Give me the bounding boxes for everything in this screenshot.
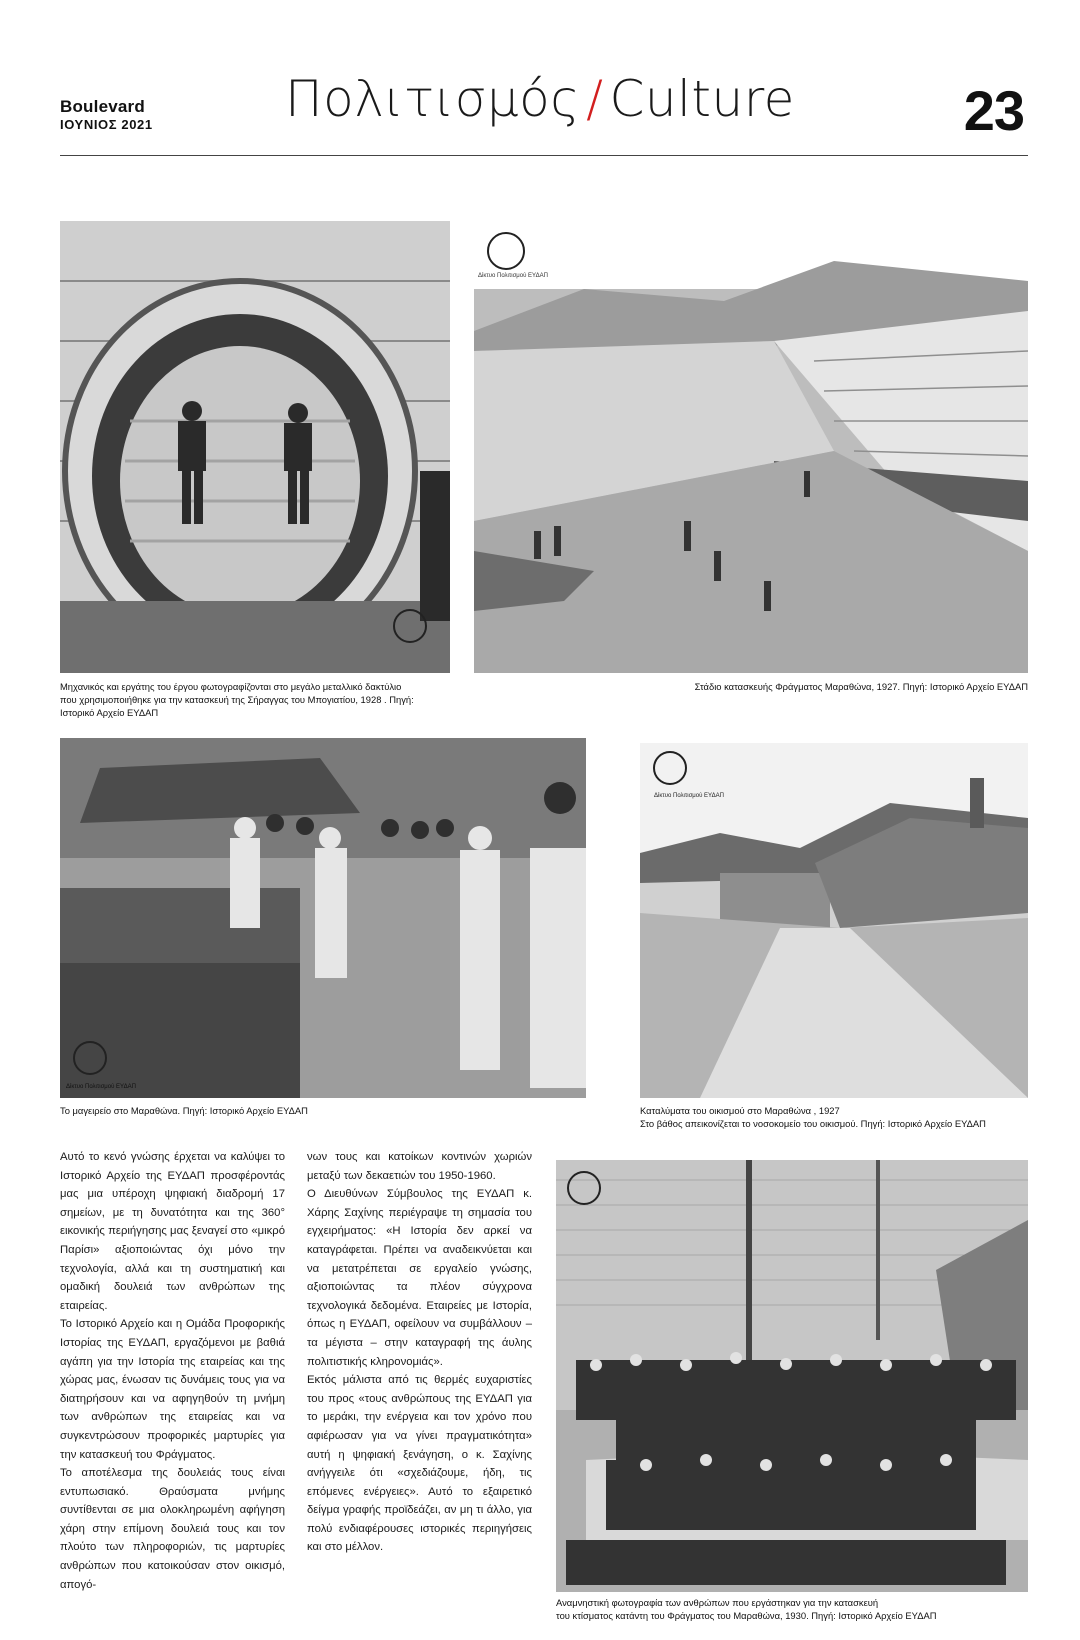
photo-watermark: Δίκτυο Πολιτισμού ΕΥΔΑΠ <box>66 1084 136 1090</box>
section-title-english: Culture <box>609 70 795 128</box>
page-number: 23 <box>963 79 1024 142</box>
article-paragraph: Αυτό το κενό γνώσης έρχεται να καλύψει το Ιστορικό Αρχείο της ΕΥΔΑΠ προσφέροντάς μας μια υπέροχη ψηφιακή διαδρομή 17 σημείων, με τη δυνατότητα και της 360° εικονικής περιήγησης μας ξεναγεί στο «μικρό Παρίσι» αξιοποιώντας όχι μόνο την τεχνολογία, αλλά και τη συστηματική και ομαδική δουλειά των ανθρώπων της εταιρείας. <box>60 1151 285 1312</box>
header-rule <box>60 155 1028 156</box>
article-paragraph: Το Ιστορικό Αρχείο και η Ομάδα Προφορικής Ιστορίας της ΕΥΔΑΠ, εργαζόμενοι με βαθιά αγάπη για την Ιστορία της εταιρείας και της χώρας μας, ένωσαν τις δυνάμεις τους για να διατηρήσουν και να αφηγηθούν τη μνήμη των ανθρώπων της εταιρείας και να συγκεντρώσουν προφορικές μαρτυρίες για την κατασκευή του Φράγματος. <box>60 1318 285 1461</box>
photo-kitchen <box>60 738 586 1098</box>
section-title-greek: Πολιτισμός <box>285 70 581 128</box>
brand-name: Boulevard <box>60 97 145 116</box>
article-paragraph: Εκτός μάλιστα από τις θερμές ευχαριστίες του προς «τους ανθρώπους της ΕΥΔΑΠ για το μεράκι, την ενέργεια και τον χρόνο που αφιέρωσαν για να γίνει πραγματικότητα» αυτή η ψηφιακή ξενάγηση, ο κ. Σαχίνης ανήγγειλε ότι «σχεδιάζουμε, ήδη, τις επόμενες ενέργειες». Αυτό το εξαιρετικό δείγμα γραφής προϊδεάζει, αν μη τι άλλο, για πολύ ενδιαφέρουσες ιστορικές περιηγήσεις και στο μέλλον. <box>307 1374 532 1554</box>
section-title <box>0 70 1080 128</box>
photo-tunnel-ring <box>60 221 450 673</box>
caption-line: Καταλύματα του οικισμού στο Μαραθώνα , 1927 <box>640 1105 840 1116</box>
photo-workers-group <box>556 1160 1028 1592</box>
photo-dam-construction <box>474 221 1028 673</box>
caption-line: Αναμνηστική φωτογραφία των ανθρώπων που εργάστηκαν για την κατασκευή <box>556 1597 879 1608</box>
caption-dam-construction: Στάδιο κατασκευής Φράγματος Μαραθώνα, 1927. Πηγή: Ιστορικό Αρχείο ΕΥΔΑΠ <box>694 681 1028 692</box>
article-column-2 <box>307 1148 532 1557</box>
caption-line: που χρησιμοποιήθηκε για την κατασκευή της Σήραγγας του Μπογιατίου, 1928 . Πηγή: <box>60 694 414 705</box>
caption-line: Μηχανικός και εργάτης του έργου φωτογραφίζονται στο μεγάλο μεταλλικό δακτύλιο <box>60 681 402 692</box>
caption-kitchen: Το μαγειρείο στο Μαραθώνα. Πηγή: Ιστορικό Αρχείο ΕΥΔΑΠ <box>60 1105 308 1116</box>
caption-line: Ιστορικό Αρχείο ΕΥΔΑΠ <box>60 707 159 718</box>
caption-settlement-quarters <box>640 1104 1040 1130</box>
photo-watermark: Δίκτυο Πολιτισμού ΕΥΔΑΠ <box>478 273 548 279</box>
article-paragraph: νων τους και κατοίκων κοντινών χωριών μεταξύ των δεκαετιών του 1950-1960. <box>307 1151 532 1182</box>
photo-settlement-quarters <box>640 743 1028 1098</box>
caption-tunnel-ring <box>60 680 460 719</box>
article-paragraph: Ο Διευθύνων Σύμβουλος της ΕΥΔΑΠ κ. Χάρης Σαχίνης περιέγραψε τη σημασία του εγχειρήματος: «Η Ιστορία δεν αρκεί να καταγράφεται. Πρέπει να αναδεικνύεται και να μετατρέπεται σε εργαλείο γνώσης, αξιοποιώντας τα πλέον σύγχρονα τεχνολογικά δεδομένα. Εταιρείες με Ιστορία, όπως η ΕΥΔΑΠ, οφείλουν να συμβάλλουν – τα μέγιστα – στην καταγραφή της άυλης πολιτιστικής κληρονομιάς». <box>307 1188 532 1368</box>
caption-line: του κτίσματος κατάντη του Φράγματος του Μαραθώνα, 1930. Πηγή: Ιστορικό Αρχείο ΕΥΔΑΠ <box>556 1610 937 1621</box>
photo-watermark: Δίκτυο Πολιτισμού ΕΥΔΑΠ <box>654 793 724 799</box>
caption-line: Στο βάθος απεικονίζεται το νοσοκομείο του οικισμού. Πηγή: Ιστορικό Αρχείο ΕΥΔΑΠ <box>640 1118 986 1129</box>
article-column-1 <box>60 1148 285 1594</box>
article-paragraph: Το αποτέλεσμα της δουλειάς τους είναι εντυπωσιακό. Θραύσματα μνήμης συντίθενται σε μια ολοκληρωμένη αφήγηση χάρη στην επίμονη δουλειά τους και τον πλούτο των πληροφοριών, τις μαρτυρίες ανθρώπων που κατοικούσαν στον οικισμό, απογό- <box>60 1467 285 1591</box>
caption-workers-group <box>556 1596 1036 1622</box>
section-separator: / <box>586 70 604 128</box>
issue-date: ΙΟΥΝΙΟΣ 2021 <box>60 117 153 132</box>
